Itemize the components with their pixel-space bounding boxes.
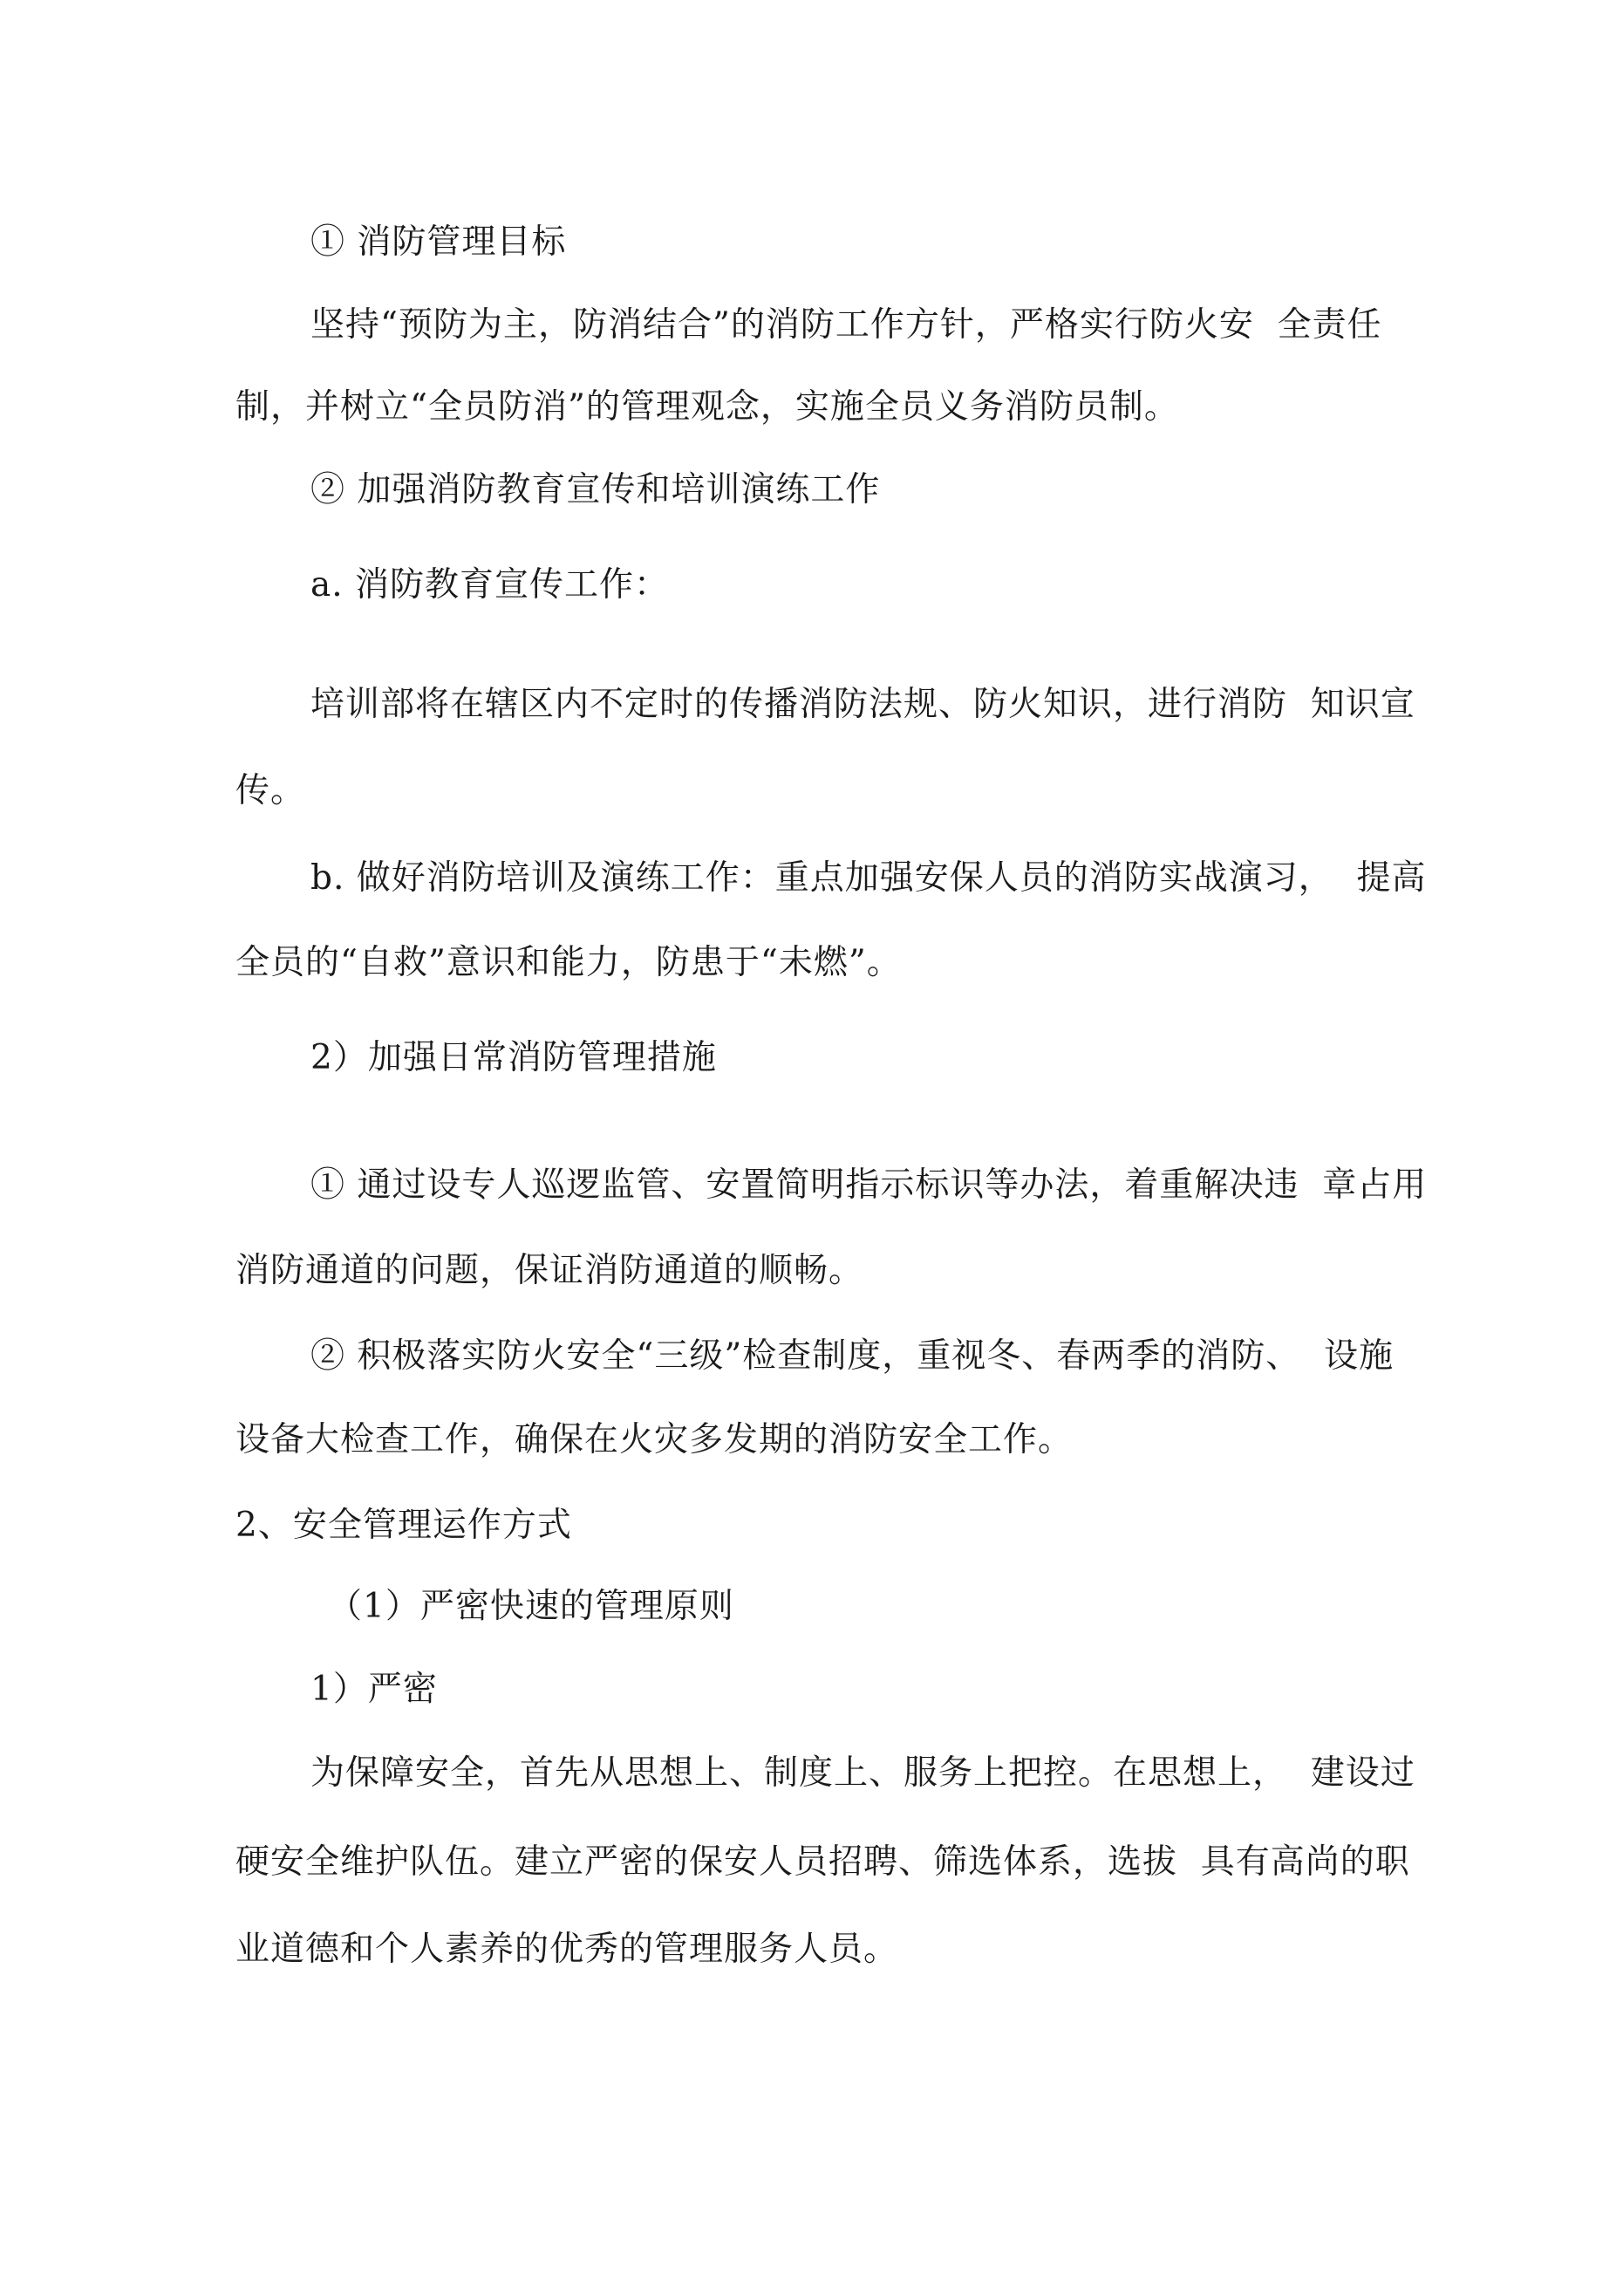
paragraph-line: 培训部将在辖区内不定时的传播消防法规、防火知识，进行消防 知识宣 — [310, 685, 1415, 724]
paragraph-line: 全员的“自救”意识和能力，防患于“未燃”。 — [235, 943, 902, 982]
subsection-heading-1: （1）严密快速的管理原则 — [328, 1587, 734, 1626]
section-heading-2: 2、安全管理运作方式 — [235, 1506, 572, 1545]
heading-fire-education: ② 加强消防教育宣传和培训演练工作 — [310, 470, 881, 509]
paragraph-line: 硬安全维护队伍。建立严密的保安人员招聘、筛选体系，选拔 具有高尚的职 — [235, 1842, 1410, 1882]
subheading-a: a. 消防教育宣传工作： — [310, 565, 670, 605]
heading-fire-management-goal: ① 消防管理目标 — [310, 222, 567, 262]
paragraph-line: ① 通过设专人巡逻监管、安置简明指示标识等办法，着重解决违 章占用 — [310, 1165, 1428, 1205]
paragraph-line: 坚持“预防为主，防消结合”的消防工作方针，严格实行防火安 全责任 — [310, 305, 1382, 345]
paragraph-line: 设备大检查工作，确保在火灾多发期的消防安全工作。 — [235, 1420, 1074, 1459]
paragraph-line: 传。 — [235, 771, 306, 810]
heading-daily-measures: 2）加强日常消防管理措施 — [310, 1038, 717, 1077]
paragraph-line: 业道德和个人素养的优秀的管理服务人员。 — [235, 1930, 899, 1969]
paragraph-line: 为保障安全，首先从思想上、制度上、服务上把控。在思想上， 建设过 — [310, 1753, 1415, 1793]
paragraph-line: ② 积极落实防火安全“三级”检查制度，重视冬、春两季的消防、 设施 — [310, 1336, 1395, 1376]
paragraph-line: 消防通道的问题，保证消防通道的顺畅。 — [235, 1251, 864, 1290]
subheading-b: b. 做好消防培训及演练工作：重点加强安保人员的消防实战演习， 提高 — [310, 858, 1427, 898]
paragraph-line: 制，并树立“全员防消”的管理观念，实施全员义务消防员制。 — [235, 387, 1179, 427]
subsection-heading-strict: 1）严密 — [310, 1670, 438, 1709]
